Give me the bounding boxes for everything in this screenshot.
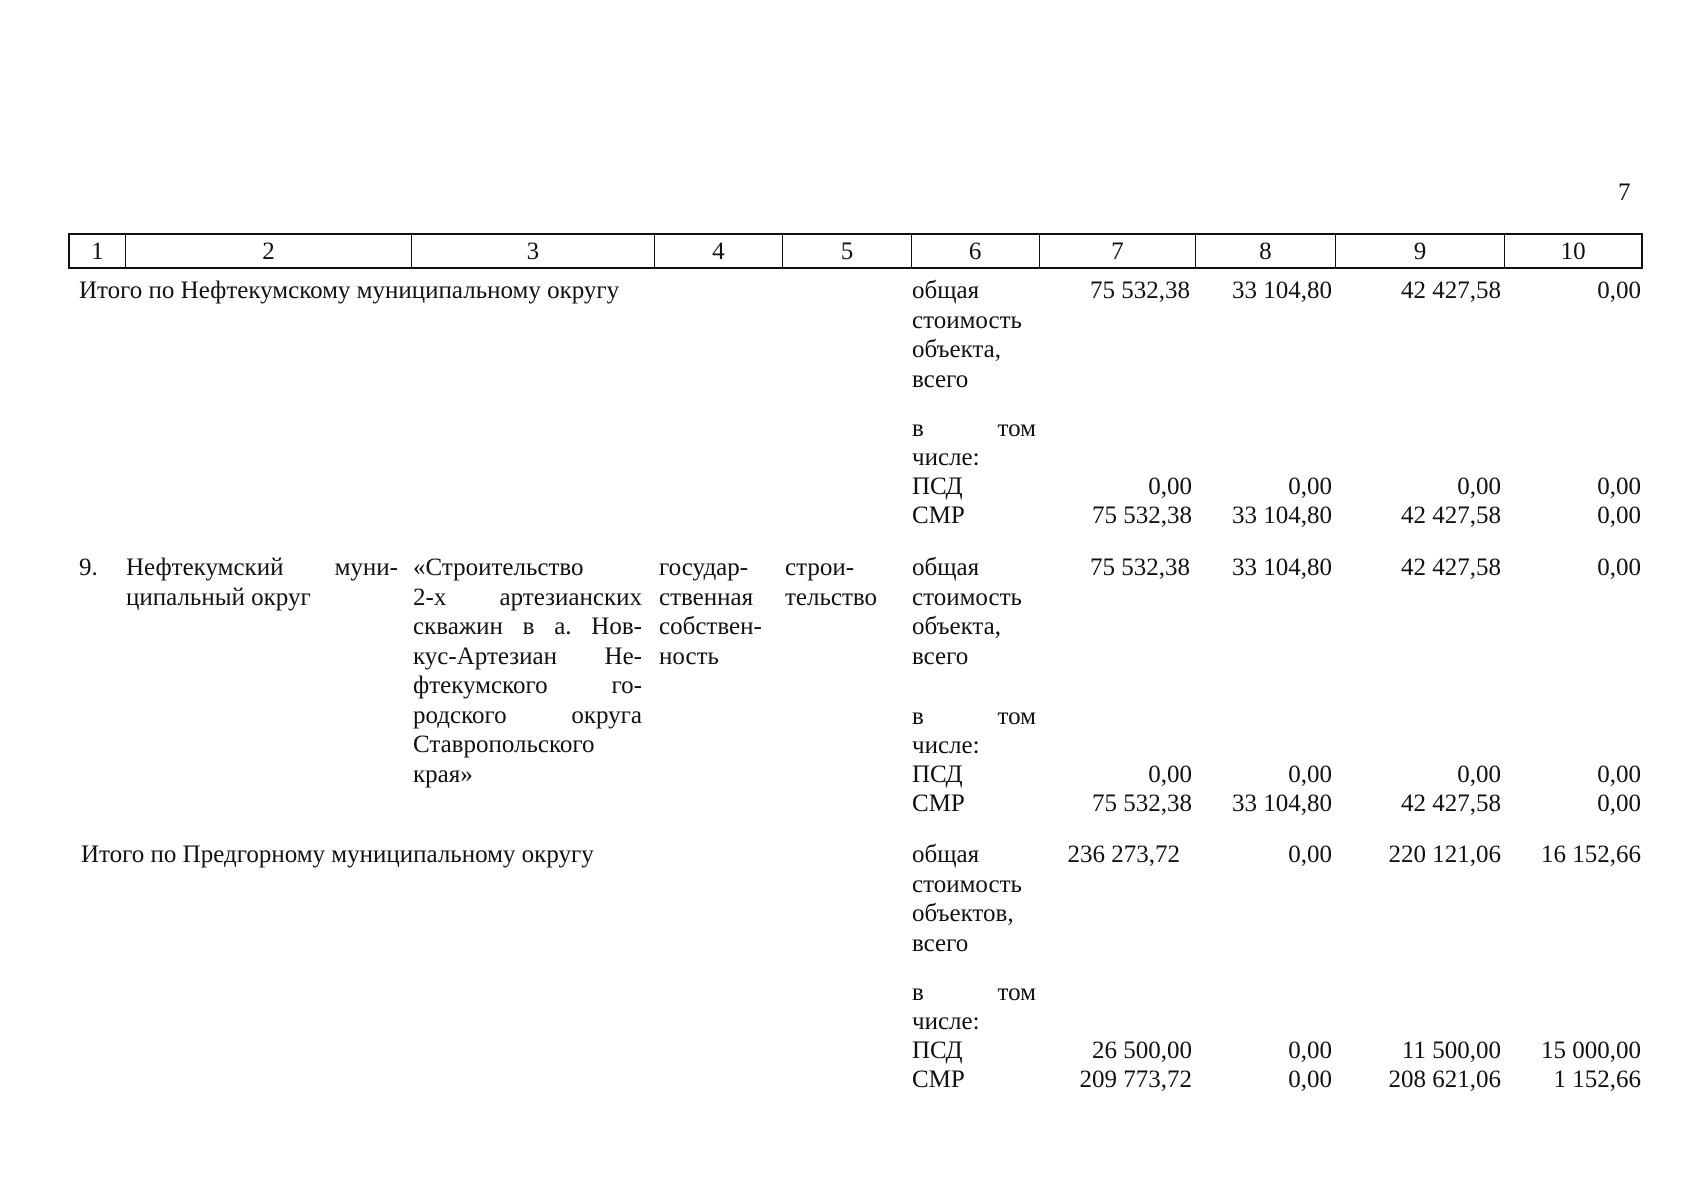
header-col-4: 4 bbox=[655, 235, 784, 267]
block2-psd-col7: 0,00 bbox=[1148, 761, 1192, 788]
block3-incl-tom: том bbox=[997, 979, 1036, 1006]
item-object-line7: Ставропольского bbox=[413, 731, 595, 758]
block3-smr-col8: 0,00 bbox=[1288, 1066, 1332, 1093]
header-col-5: 5 bbox=[783, 235, 912, 267]
block3-total-col8: 0,00 bbox=[1288, 841, 1332, 868]
item-ownership-line3: собствен- bbox=[659, 613, 762, 640]
block1-total-col10: 0,00 bbox=[1597, 277, 1641, 304]
block3-total-label-line4: всего bbox=[912, 929, 969, 957]
header-col-9: 9 bbox=[1336, 235, 1506, 267]
block3-smr-col9: 208 621,06 bbox=[1388, 1066, 1501, 1093]
block3-total-col9: 220 121,06 bbox=[1388, 841, 1501, 868]
block1-psd-col9: 0,00 bbox=[1457, 473, 1501, 500]
item-ownership-line2: ственная bbox=[659, 583, 754, 611]
block1-total-col9: 42 427,58 bbox=[1401, 277, 1501, 304]
item-object-line4: кус-Артезиан Не- bbox=[413, 642, 642, 670]
block2-psd-col10: 0,00 bbox=[1597, 761, 1641, 788]
block3-psd-label: ПСД bbox=[912, 1037, 963, 1064]
table-header-row bbox=[68, 233, 1643, 269]
page-number: 7 bbox=[1618, 179, 1631, 206]
block1-total-label-line1: общая bbox=[912, 277, 980, 304]
item-object-name bbox=[413, 553, 642, 789]
total-label-neftekumsky: Итого по Нефтекумскому муниципальному округу bbox=[79, 277, 620, 304]
block2-incl-v: в bbox=[912, 703, 924, 730]
item-municipality-line2: ципальный округ bbox=[126, 583, 311, 611]
block1-total-label bbox=[912, 276, 1022, 394]
block1-incl-v: в bbox=[912, 415, 924, 442]
block1-psd-label: ПСД bbox=[912, 473, 963, 500]
item-object-line8: края» bbox=[413, 760, 473, 788]
item-ownership-line1: государ- bbox=[659, 554, 749, 581]
item-ownership-line4: ность bbox=[659, 642, 719, 670]
block2-psd-label: ПСД bbox=[912, 761, 963, 788]
block2-total-label-line3: объекта, bbox=[912, 613, 1002, 640]
block2-total-label-line2: стоимость bbox=[912, 583, 1022, 611]
block1-smr-col10: 0,00 bbox=[1597, 502, 1641, 529]
block1-incl-label bbox=[912, 414, 1036, 444]
item-municipality-line1: Нефтекумский муни- bbox=[126, 554, 398, 581]
block3-psd-col9: 11 500,00 bbox=[1401, 1037, 1501, 1064]
block3-total-col10: 16 152,66 bbox=[1541, 841, 1641, 868]
block2-total-col7: 75 532,38 bbox=[1090, 554, 1190, 581]
block2-total-label bbox=[912, 553, 1022, 671]
item-work-type-line1: строи- bbox=[785, 554, 855, 581]
block1-total-label-line3: объекта, bbox=[912, 336, 1002, 363]
block1-total-label-line4: всего bbox=[912, 365, 969, 393]
item-object-line3: скважин в а. Нов- bbox=[413, 613, 642, 640]
item-object-line2: 2-х артезианских bbox=[413, 583, 642, 611]
item-object-line6: родского округа bbox=[413, 701, 642, 729]
item-work-type-line2: тельство bbox=[785, 583, 878, 611]
block3-total-col7: 236 273,72 bbox=[1067, 841, 1180, 868]
block1-psd-col7: 0,00 bbox=[1148, 473, 1192, 500]
header-col-6: 6 bbox=[912, 235, 1040, 267]
block3-incl-label bbox=[912, 978, 1036, 1008]
total-label-predgorny: Итого по Предгорному муниципальному округу bbox=[81, 841, 594, 868]
block2-total-col9: 42 427,58 bbox=[1401, 554, 1501, 581]
block3-smr-col10: 1 152,66 bbox=[1553, 1066, 1641, 1093]
block3-incl-label-line2: числе: bbox=[912, 1008, 980, 1035]
block2-smr-col10: 0,00 bbox=[1597, 790, 1641, 817]
header-col-1: 1 bbox=[70, 235, 126, 267]
header-col-8: 8 bbox=[1196, 235, 1336, 267]
block1-total-col8: 33 104,80 bbox=[1232, 277, 1332, 304]
block1-psd-col10: 0,00 bbox=[1597, 473, 1641, 500]
block2-total-label-line4: всего bbox=[912, 642, 969, 670]
block2-smr-label: СМР bbox=[912, 790, 965, 817]
block1-smr-col7: 75 532,38 bbox=[1092, 502, 1192, 529]
block2-incl-label-line2: числе: bbox=[912, 732, 980, 759]
block2-psd-col8: 0,00 bbox=[1288, 761, 1332, 788]
block1-smr-label: СМР bbox=[912, 502, 965, 529]
block1-total-label-line2: стоимость bbox=[912, 306, 1022, 334]
block3-psd-col7: 26 500,00 bbox=[1092, 1037, 1192, 1064]
block3-total-label-line3: объектов, bbox=[912, 900, 1014, 927]
block3-smr-label: СМР bbox=[912, 1066, 965, 1093]
block1-psd-col8: 0,00 bbox=[1288, 473, 1332, 500]
item-object-line5: фтекумского го- bbox=[413, 672, 642, 699]
block3-smr-col7: 209 773,72 bbox=[1079, 1066, 1192, 1093]
block2-total-col10: 0,00 bbox=[1597, 554, 1641, 581]
block2-total-label-line1: общая bbox=[912, 554, 980, 581]
item-object-line1: «Строительство bbox=[413, 554, 584, 581]
block2-smr-col9: 42 427,58 bbox=[1401, 790, 1501, 817]
block2-smr-col7: 75 532,38 bbox=[1092, 790, 1192, 817]
block2-total-col8: 33 104,80 bbox=[1232, 554, 1332, 581]
block1-smr-col9: 42 427,58 bbox=[1401, 502, 1501, 529]
header-col-10: 10 bbox=[1560, 238, 1586, 265]
header-col-2: 2 bbox=[126, 235, 412, 267]
block1-smr-col8: 33 104,80 bbox=[1232, 502, 1332, 529]
block2-psd-col9: 0,00 bbox=[1457, 761, 1501, 788]
item-number: 9. bbox=[79, 554, 98, 581]
block3-psd-col10: 15 000,00 bbox=[1541, 1037, 1641, 1064]
block2-smr-col8: 33 104,80 bbox=[1232, 790, 1332, 817]
block1-incl-tom: том bbox=[997, 415, 1036, 442]
block2-incl-label bbox=[912, 702, 1036, 732]
block1-incl-label-line2: числе: bbox=[912, 444, 980, 471]
block3-total-label bbox=[912, 840, 1022, 958]
item-ownership bbox=[659, 553, 762, 671]
block3-total-label-line1: общая bbox=[912, 841, 980, 868]
header-col-3: 3 bbox=[412, 235, 654, 267]
block3-psd-col8: 0,00 bbox=[1288, 1037, 1332, 1064]
block2-incl-tom: том bbox=[997, 703, 1036, 730]
block3-total-label-line2: стоимость bbox=[912, 870, 1022, 898]
block3-incl-v: в bbox=[912, 979, 924, 1006]
header-col-7: 7 bbox=[1040, 235, 1197, 267]
block1-total-col7: 75 532,38 bbox=[1090, 277, 1190, 304]
item-work-type bbox=[785, 553, 877, 612]
item-municipality bbox=[126, 553, 398, 612]
